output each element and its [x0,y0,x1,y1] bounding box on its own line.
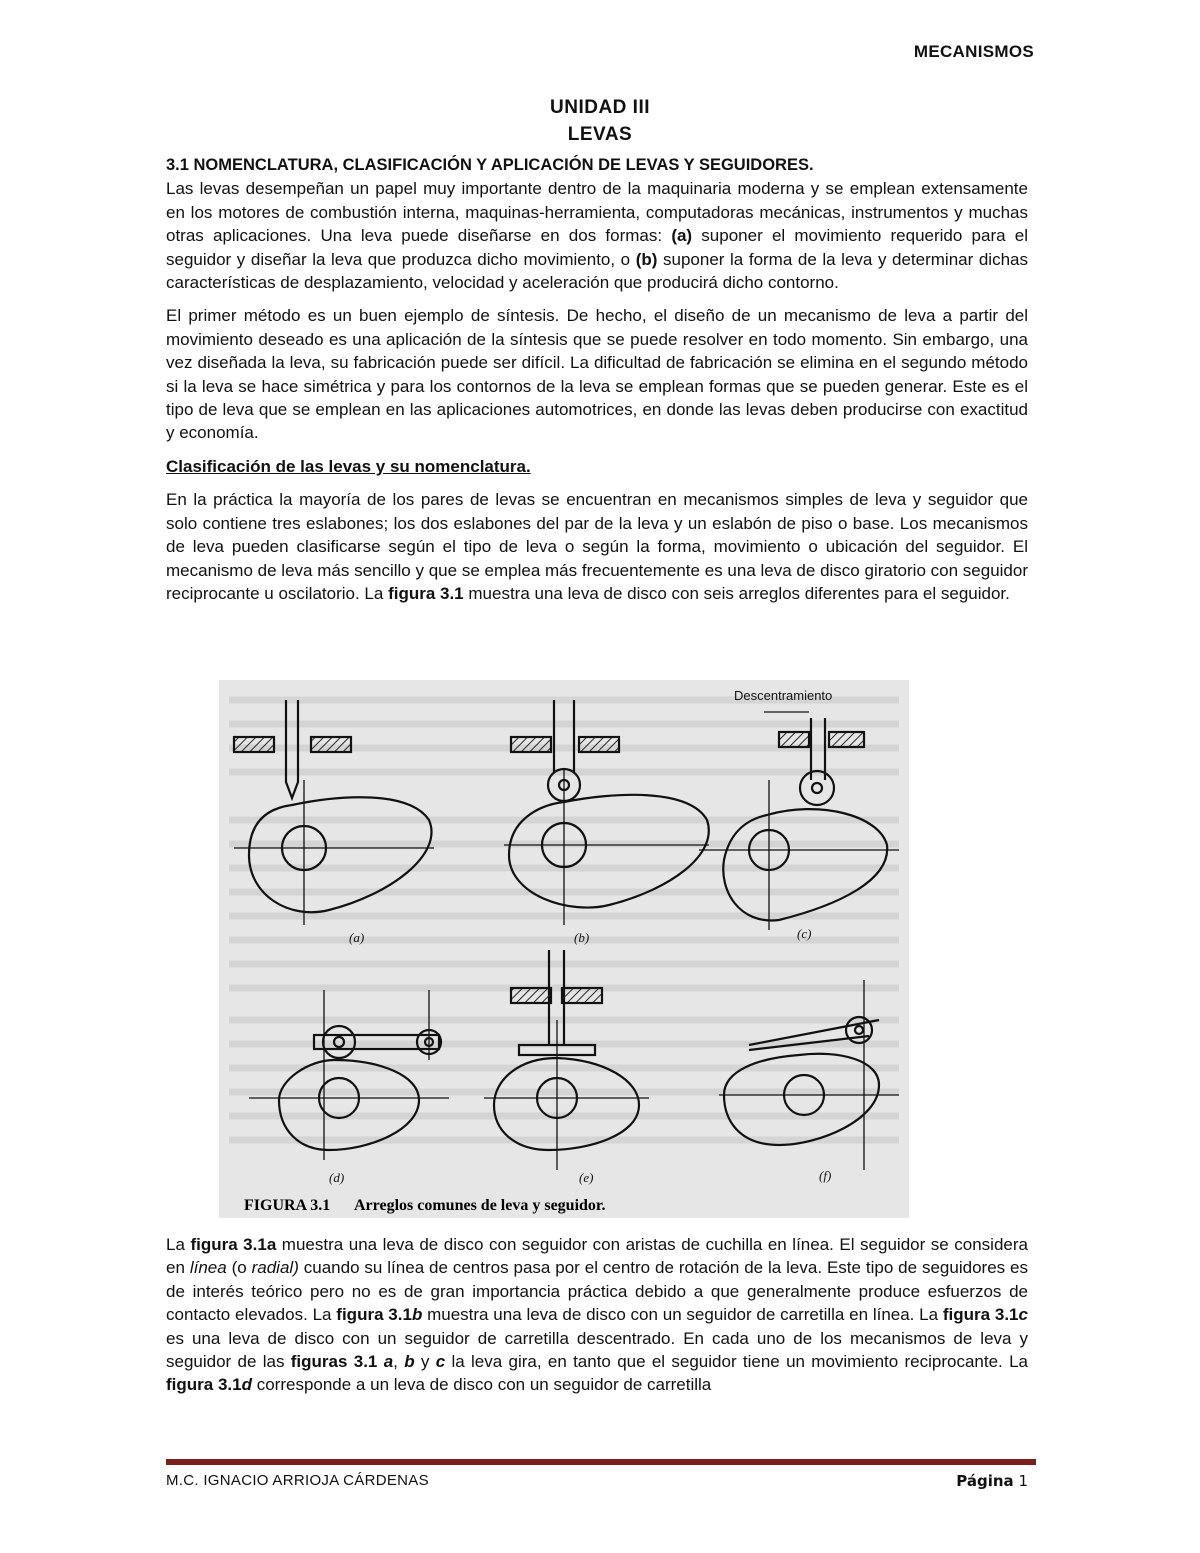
label-b: (b) [574,930,590,945]
paragraph-1 [166,177,1028,294]
t: , [393,1352,405,1372]
option-a-label: (a) [671,226,693,246]
t: corresponde a un leva de disco con un seguidor de carretilla [251,1375,712,1395]
t: La [166,1235,191,1254]
fig-ref-c: figura 3.1 [942,1305,1019,1325]
fig-ref-a: figura 3.1a [190,1235,277,1254]
page-number: 1 [1018,1472,1028,1490]
fig-ref-b: figura 3.1 [336,1305,412,1325]
t: cuando su línea de centros pasa por el centro de rotación de la leva. Este tipo de seguidores es de interés teórico pero no es de gran importancia práctica debido a que generalmente produce esfuerzos de contacto elevados. La [166,1258,1029,1325]
t: la leva gira, en tanto que el seguidor tiene un movimiento reciprocante. La [445,1352,1028,1372]
cam-diagram [219,680,909,1218]
fig-ref-abc: figuras 3.1 [290,1352,378,1372]
label-c: (c) [797,926,812,941]
label-a: (a) [349,930,365,945]
term-radial: radial) [251,1258,299,1278]
fig-letter: b [404,1352,415,1372]
fig-letter: a [383,1352,394,1372]
p3-text: En la práctica la mayoría de los pares de levas se encuentran en mecanismos simples de leva y seguidor que solo contiene tres eslabones; los dos eslabones del par de la leva y un eslabón de piso o base. Los mecanismos de leva pueden clasificarse según el tipo de leva o según la forma, movimiento o ubicación del seguidor. El mecanismo de leva más sencillo y que se emplea más frecuentemente es una leva de disco giratorio con seguidor reciprocante u oscilatorio. La [166,490,1028,603]
main-content [166,154,1028,615]
offset-label: Descentramiento [734,688,833,703]
term-linea: línea [189,1258,227,1278]
p3-end: muestra una leva de disco con seis arreglos diferentes para el seguidor. [463,583,1010,603]
fig-letter: c [435,1352,446,1372]
option-b-label: (b) [635,249,658,269]
unit-title-block [0,94,1200,148]
unit-title: UNIDAD III [550,97,650,118]
fig-letter: d [241,1375,252,1395]
section-heading: 3.1 NOMENCLATURA, CLASIFICACIÓN Y APLICACIÓN DE LEVAS Y SEGUIDORES. [166,156,814,174]
label-d: (d) [329,1170,345,1185]
post-figure-paragraph [166,1233,1028,1407]
fig-ref-d: figura 3.1 [166,1375,242,1395]
cam-figure [219,680,909,1218]
t: y [414,1352,436,1372]
fig-letter: c [1018,1305,1028,1325]
running-header: MECANISMOS [913,42,1034,61]
p1-intro: Las levas desempeñan un papel muy importante dentro de la maquinaria moderna y se emplean extensamente en los motores de combustión interna, maquinas-herramienta, computadoras mecánicas, instrumentos y muchas otras aplicaciones. Una leva puede diseñarse en dos formas: [166,179,1028,246]
t: muestra una leva de disco con seguidor con aristas de cuchilla en línea. El seguidor se considera en [166,1235,1028,1278]
figure-caption-label: FIGURA 3.1 [244,1197,331,1214]
page-label: Página [956,1472,1014,1490]
footer-author: M.C. IGNACIO ARRIOJA CÁRDENAS [166,1472,429,1489]
label-e: (e) [579,1170,594,1185]
t: (o [226,1258,252,1278]
option-b-text: suponer la forma de la leva y determinar dichas características de desplazamiento, velocidad y aceleración que producirá dicho contorno. [166,249,1028,293]
paragraph-4 [166,1233,1028,1397]
footer-divider [166,1459,1036,1465]
t: es una leva de disco con un seguidor de carretilla descentrado. En cada uno de los mecanismos de leva y seguidor de las [166,1328,1028,1372]
topic-title: LEVAS [567,124,633,145]
paragraph-2: El primer método es un buen ejemplo de síntesis. De hecho, el diseño de un mecanismo de leva a partir del movimiento deseado es una aplicación de la síntesis que se puede resolver en todo momento. Sin embargo, una vez diseñada la leva, su fabricación puede ser difícil. La dificultad de fabricación se elimina en el segundo método si la leva se hace simétrica y para los contornos de la leva se emplean formas que se pueden generar. Este es el tipo de leva que se emplean en las aplicaciones automotrices, en donde las levas deben producirse con exactitud y economía. [166,306,1028,443]
t: muestra una leva de disco con un seguidor de carretilla en línea. La [422,1305,943,1325]
figure-ref: figura 3.1 [388,583,464,603]
label-f: (f) [819,1168,832,1183]
fig-letter: b [411,1305,423,1325]
paragraph-3 [166,488,1028,605]
figure-caption-text: Arreglos comunes de leva y seguidor. [354,1197,606,1214]
option-a-text: suponer el movimiento requerido para el seguidor y diseñar la leva que produzca dicho movimiento, o [166,226,1028,269]
subheading: Clasificación de las levas y su nomenclatura. [166,456,531,476]
footer-page [956,1472,1028,1490]
